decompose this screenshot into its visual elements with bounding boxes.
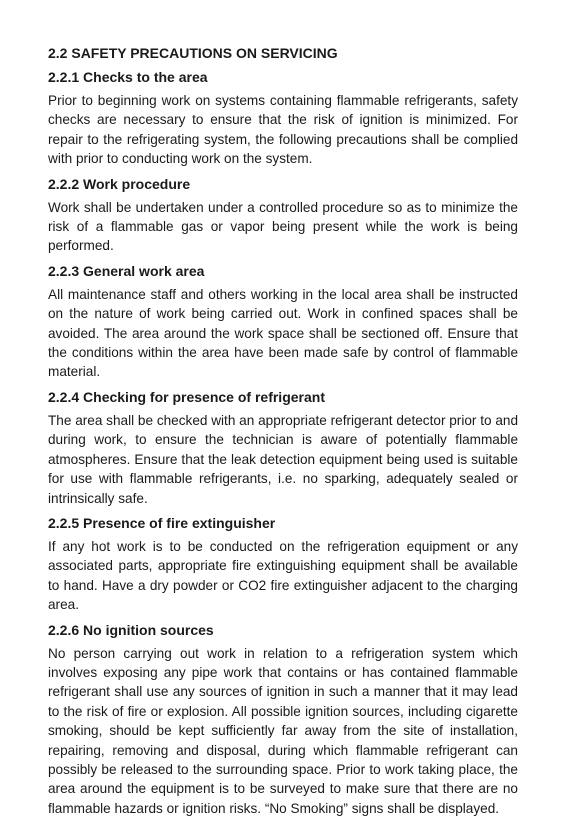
section-heading: 2.2.1 Checks to the area — [48, 69, 208, 85]
section-body: Prior to beginning work on systems containing flammable refrigerants, safety checks are necessary to ensure that the risk of ignition is minimized. For repair to the refrigerating system, the following precautions shall be complied with prior to conducting work on the system. — [48, 93, 518, 167]
section-no-ignition-sources — [48, 621, 518, 819]
section-body: Work shall be undertaken under a controlled procedure so as to minimize the risk of a flammable gas or vapor being present while the work is being performed. — [48, 199, 518, 254]
document-page — [48, 44, 518, 824]
section-heading: 2.2.5 Presence of fire extinguisher — [48, 514, 276, 531]
section-body: If any hot work is to be conducted on the refrigeration equipment or any associated parts, appropriate fire extinguishing equipment shall be available to hand. Have a dry powder or CO2 fire extinguisher adjacent to the charging area. — [48, 538, 518, 613]
section-body: The area shall be checked with an appropriate refrigerant detector prior to and during work, to ensure the technician is aware of potentially flammable atmospheres. Ensure that the leak detection equipment being used is suitable for use with flammable refrigerants, i.e. no sparking, adequately sealed or intrinsically safe. — [48, 412, 519, 506]
section-work-procedure — [48, 175, 518, 256]
section-body: All maintenance staff and others working in the local area shall be instructed on the nature of work being carried out. Work in confined spaces shall be avoided. The area around the work space shall be sectioned off. Ensure that the conditions within the area have been made safe by control of flammable material. — [48, 286, 518, 380]
section-fire-extinguisher — [48, 514, 518, 615]
document-title: 2.2 SAFETY PRECAUTIONS ON SERVICING — [48, 45, 338, 61]
section-body: No person carrying out work in relation to a refrigeration system which involves exposing any pipe work that contains or has contained flammable refrigerant shall use any sources of ignition in such a manner that it may lead to the risk of fire or explosion. All possible ignition sources, including cigarette smoking, should be kept sufficiently far away from the site of installation, repairing, removing and disposal, during which flammable refrigerant can possibly be released to the surrounding space. Prior to work taking place, the area around the equipment is to be surveyed to make sure that there are no flammable hazards or ignition risks. “No Smoking” signs shall be displayed. — [48, 645, 518, 816]
section-heading: 2.2.3 General work area — [48, 262, 205, 279]
section-heading: 2.2.4 Checking for presence of refrigerant — [48, 388, 325, 405]
section-heading: 2.2.6 No ignition sources — [48, 621, 214, 638]
section-checks-to-area — [48, 68, 518, 169]
section-heading: 2.2.2 Work procedure — [48, 175, 191, 192]
section-checking-refrigerant — [48, 388, 518, 508]
section-general-work-area — [48, 262, 518, 382]
